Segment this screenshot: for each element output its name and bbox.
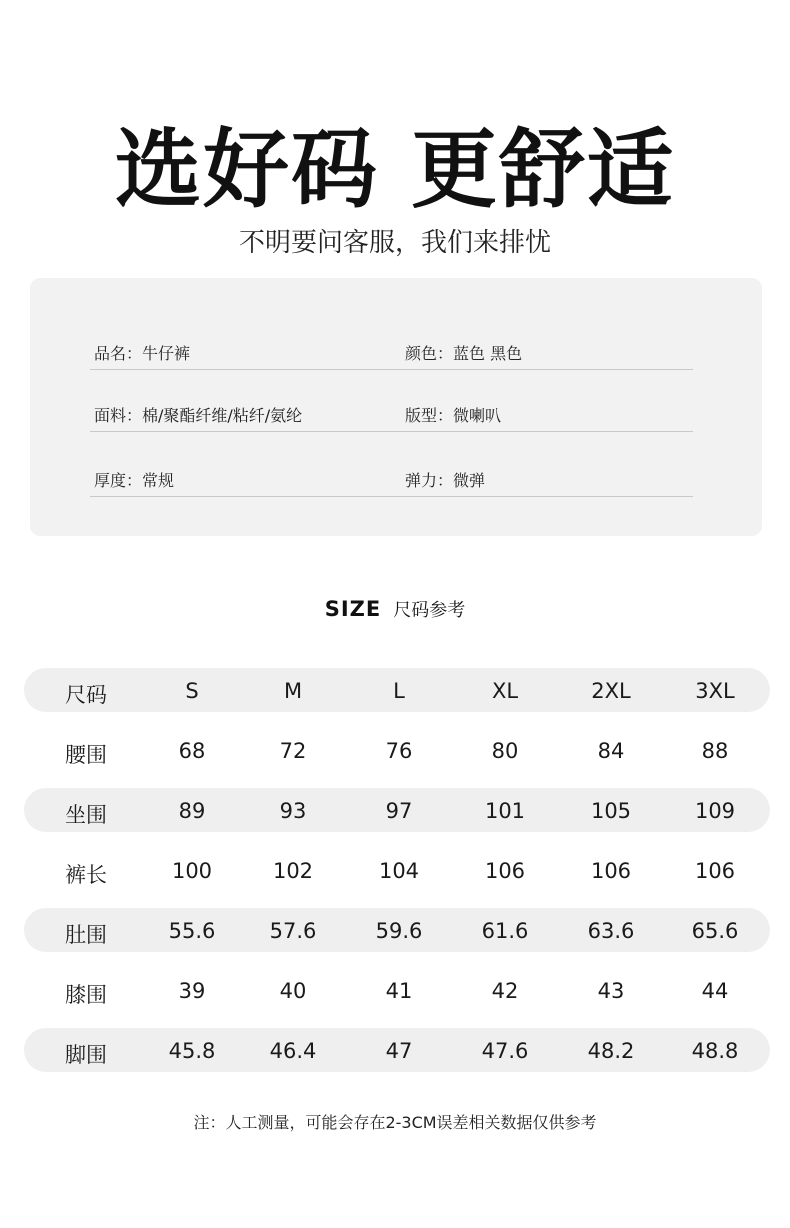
size-header-cell: M xyxy=(283,679,303,703)
size-row xyxy=(24,848,770,892)
measurement-value: 106 xyxy=(694,859,736,883)
size-row xyxy=(24,1028,770,1072)
measurement-label: 脚围 xyxy=(65,1043,107,1067)
size-header-cell: 2XL xyxy=(591,679,631,703)
page-subheading: 不明要问客服，我们来排忧 xyxy=(238,228,551,258)
measurement-label: 肚围 xyxy=(65,923,107,947)
measurement-value: 84 xyxy=(597,739,625,763)
measurement-value: 80 xyxy=(491,739,519,763)
measurement-value: 65.6 xyxy=(691,919,739,943)
measurement-value: 57.6 xyxy=(269,919,317,943)
measurement-value: 43 xyxy=(597,979,625,1003)
size-chart-title xyxy=(0,596,790,622)
measurement-value: 109 xyxy=(694,799,736,823)
info-fit: 版型：微喇叭 xyxy=(405,406,502,425)
measurement-value: 101 xyxy=(484,799,526,823)
measurement-value: 102 xyxy=(272,859,314,883)
info-elasticity: 弹力：微弹 xyxy=(405,471,486,490)
info-color: 颜色：蓝色 黑色 xyxy=(405,344,523,363)
info-fabric: 面料：棉/聚酯纤维/粘纤/氨纶 xyxy=(94,406,303,425)
measurement-value: 106 xyxy=(484,859,526,883)
info-thickness: 厚度：常规 xyxy=(94,471,175,490)
info-row xyxy=(90,391,693,432)
measurement-value: 63.6 xyxy=(587,919,635,943)
measurement-value: 59.6 xyxy=(375,919,423,943)
measurement-value: 100 xyxy=(171,859,213,883)
measurement-label: 膝围 xyxy=(65,983,107,1007)
measurement-label: 裤长 xyxy=(65,863,107,887)
size-row xyxy=(24,968,770,1012)
size-header-cell: S xyxy=(185,679,199,703)
measurement-value: 76 xyxy=(385,739,413,763)
measurement-value: 61.6 xyxy=(481,919,529,943)
measurement-value: 42 xyxy=(491,979,519,1003)
measurement-value: 55.6 xyxy=(168,919,216,943)
product-info-card xyxy=(30,278,762,536)
measurement-value: 47 xyxy=(385,1039,413,1063)
size-row xyxy=(24,908,770,952)
size-header-cell: 3XL xyxy=(695,679,735,703)
measurement-value: 46.4 xyxy=(269,1039,317,1063)
measurement-note: 注：人工测量，可能会存在2-3CM误差相关数据仅供参考 xyxy=(193,1113,597,1132)
info-row xyxy=(90,456,693,497)
measurement-value: 97 xyxy=(385,799,413,823)
measurement-value: 88 xyxy=(701,739,729,763)
measurement-value: 104 xyxy=(378,859,420,883)
size-row xyxy=(24,788,770,832)
size-title-en: SIZE xyxy=(324,597,382,621)
measurement-value: 48.8 xyxy=(691,1039,739,1063)
measurement-value: 48.2 xyxy=(587,1039,635,1063)
measurement-value: 105 xyxy=(590,799,632,823)
info-row xyxy=(90,329,693,370)
measurement-value: 93 xyxy=(279,799,307,823)
measurement-value: 68 xyxy=(178,739,206,763)
measurement-value: 89 xyxy=(178,799,206,823)
size-header-row xyxy=(24,668,770,712)
measurement-label: 腰围 xyxy=(65,743,107,767)
measurement-value: 41 xyxy=(385,979,413,1003)
measurement-label: 坐围 xyxy=(65,803,107,827)
measurement-value: 44 xyxy=(701,979,729,1003)
measurement-value: 72 xyxy=(279,739,307,763)
info-product-name: 品名：牛仔裤 xyxy=(94,344,191,363)
page-headline: 选好码 更舒适 xyxy=(115,120,675,220)
size-title-cn: 尺码参考 xyxy=(393,600,466,621)
measurement-value: 47.6 xyxy=(481,1039,529,1063)
size-header-cell: XL xyxy=(491,679,519,703)
measurement-value: 40 xyxy=(279,979,307,1003)
measurement-value: 106 xyxy=(590,859,632,883)
size-header-cell: L xyxy=(393,679,405,703)
measurement-value: 39 xyxy=(178,979,206,1003)
measurement-value: 45.8 xyxy=(168,1039,216,1063)
size-row xyxy=(24,728,770,772)
size-header-label: 尺码 xyxy=(65,683,107,707)
